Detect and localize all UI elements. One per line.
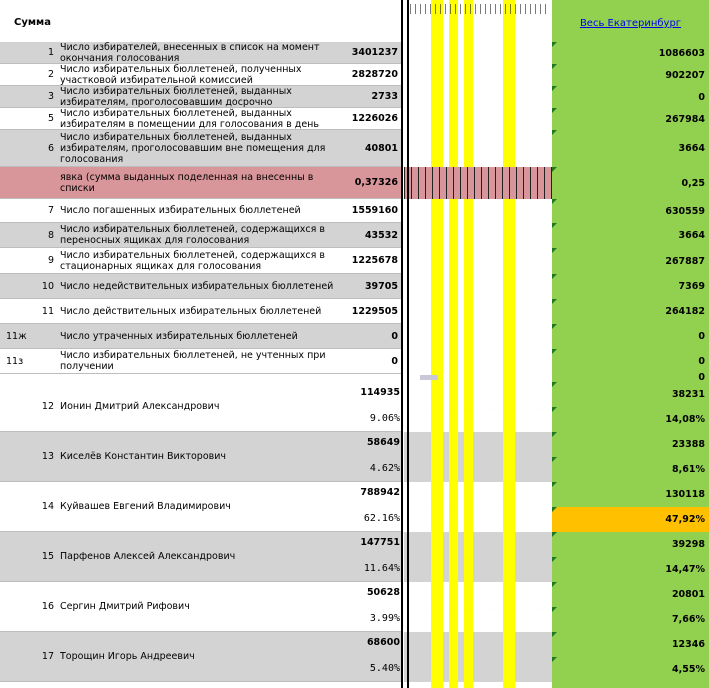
candidate-row <box>0 382 403 432</box>
candidate-percent[interactable]: 62.16% <box>363 513 400 524</box>
cell-comment-marker-icon <box>552 324 557 329</box>
row-number: 10 <box>41 280 54 292</box>
sum-header: Сумма <box>14 17 51 28</box>
city-total-cell[interactable]: 0,25 <box>681 177 705 189</box>
yellow-column-3 <box>464 0 473 688</box>
cell-comment-marker-icon <box>552 457 557 462</box>
row-value[interactable]: 2733 <box>371 91 398 102</box>
table-row <box>0 223 403 248</box>
narrow-cell-values <box>420 508 550 510</box>
cell-comment-marker-icon <box>552 42 557 47</box>
narrow-cell-values <box>420 458 550 460</box>
candidate-votes[interactable]: 147751 <box>360 537 400 548</box>
city-total-percent[interactable]: 14,47% <box>665 564 705 575</box>
city-total-percent[interactable]: 7,66% <box>672 614 705 625</box>
cell-comment-marker-icon <box>552 199 557 204</box>
row-value[interactable]: 1229505 <box>351 305 398 317</box>
row-number: 9 <box>47 255 54 266</box>
cell-comment-marker-icon <box>552 108 557 113</box>
city-total-cell[interactable]: 1086603 <box>658 47 705 59</box>
table-row <box>0 42 403 64</box>
city-total-cell[interactable]: 0 <box>698 331 705 342</box>
row-number: 8 <box>47 229 54 241</box>
table-row <box>0 130 403 167</box>
row-label: Число действительных избирательных бюллетеней <box>60 305 322 317</box>
cell-comment-marker-icon <box>552 223 557 228</box>
row-number: 11з <box>6 355 24 367</box>
candidate-percent[interactable]: 9.06% <box>369 413 400 424</box>
row-value[interactable]: 39705 <box>364 280 398 292</box>
row-label: Число избирателей, внесенных в список на момент окончания голосования <box>60 41 320 64</box>
header-row <box>0 0 403 43</box>
table-row <box>0 299 403 324</box>
narrow-cell-values <box>420 558 550 560</box>
row-value[interactable]: 1225678 <box>351 255 398 266</box>
row-value[interactable]: 1226026 <box>351 113 398 124</box>
row-number: 6 <box>47 142 54 154</box>
cell-comment-marker-icon <box>552 64 557 69</box>
row-value[interactable]: 1559160 <box>351 205 398 216</box>
city-total-votes[interactable]: 39298 <box>671 538 705 550</box>
row-number <box>0 167 58 198</box>
city-total-votes[interactable]: 130118 <box>665 488 705 500</box>
city-total-percent[interactable]: 4,55% <box>672 664 705 675</box>
narrow-columns-area <box>404 0 552 688</box>
row-number: 5 <box>47 113 54 124</box>
cell-comment-marker-icon <box>552 482 557 487</box>
row-number: 3 <box>47 91 54 102</box>
candidate-percent[interactable]: 5.40% <box>369 663 400 674</box>
candidate-number: 15 <box>41 551 54 562</box>
row-number: 11 <box>41 305 54 317</box>
city-total-votes[interactable]: 38231 <box>671 388 705 400</box>
cell-comment-marker-icon <box>552 607 557 612</box>
cell-comment-marker-icon <box>552 582 557 587</box>
row-number: 11ж <box>6 330 27 342</box>
city-total-cell[interactable]: 630559 <box>665 205 705 217</box>
candidate-row <box>0 432 403 482</box>
city-total-percent[interactable]: 47,92% <box>552 507 709 532</box>
row-value[interactable]: 0 <box>391 355 398 367</box>
yellow-column-4 <box>503 0 515 688</box>
narrow-cell-values <box>420 608 550 610</box>
row-value[interactable]: 40801 <box>364 142 398 154</box>
row-value[interactable]: 2828720 <box>351 69 398 80</box>
city-total-column <box>552 0 709 688</box>
table-row <box>0 274 403 299</box>
turnout-row-narrow-cells <box>404 167 552 199</box>
narrow-cell-values <box>420 658 550 660</box>
candidate-votes[interactable]: 788942 <box>360 487 400 498</box>
candidate-percent[interactable]: 3.99% <box>369 613 400 624</box>
narrow-column-headers <box>410 4 550 14</box>
candidate-votes[interactable]: 50628 <box>366 587 400 598</box>
yellow-column-2 <box>449 0 458 688</box>
city-total-cell[interactable]: 0 <box>698 371 705 383</box>
row-label: Число избирательных бюллетеней, не учтенных при получении <box>60 350 326 372</box>
city-total-cell[interactable]: 267887 <box>665 255 705 267</box>
city-total-cell[interactable]: 3664 <box>678 143 705 154</box>
yellow-column-1 <box>431 0 443 688</box>
candidate-name: Куйвашев Евгений Владимирович <box>60 501 231 512</box>
frozen-divider-left <box>401 0 403 688</box>
cell-comment-marker-icon <box>552 432 557 437</box>
candidate-number: 14 <box>41 501 54 512</box>
cell-comment-marker-icon <box>552 507 557 512</box>
row-number: 1 <box>47 47 54 58</box>
cell-comment-marker-icon <box>552 130 557 135</box>
row-value[interactable]: 43532 <box>364 229 398 241</box>
row-label: Число утраченных избирательных бюллетеней <box>60 330 298 342</box>
table-row <box>0 64 403 86</box>
row-number: 2 <box>47 69 54 80</box>
candidate-name: Киселёв Константин Викторович <box>60 451 227 462</box>
city-total-votes[interactable]: 23388 <box>671 438 705 450</box>
candidate-number: 16 <box>41 601 54 612</box>
cell-comment-marker-icon <box>552 632 557 637</box>
row-label: Число недействительных избирательных бюллетеней <box>60 280 334 292</box>
city-total-cell[interactable]: 3664 <box>678 230 705 241</box>
cell-comment-marker-icon <box>552 248 557 253</box>
scroll-marker <box>420 375 438 380</box>
table-row <box>0 86 403 108</box>
row-value[interactable]: 3401237 <box>351 47 398 58</box>
table-row <box>0 349 403 374</box>
cell-comment-marker-icon <box>552 274 557 279</box>
row-label: Число избирательных бюллетеней, содержащихся в переносных ящиках для голосования <box>60 224 325 246</box>
row-label: Число погашенных избирательных бюллетеней <box>60 205 301 216</box>
candidate-votes[interactable]: 58649 <box>366 437 400 448</box>
city-total-percent[interactable]: 14,08% <box>665 414 705 425</box>
candidate-votes[interactable]: 114935 <box>360 387 400 398</box>
candidate-name: Ионин Дмитрий Александрович <box>60 401 220 412</box>
candidate-row <box>0 582 403 632</box>
city-total-votes[interactable]: 12346 <box>671 638 705 650</box>
city-total-link[interactable]: Весь Екатеринбург <box>579 18 682 29</box>
cell-comment-marker-icon <box>552 557 557 562</box>
candidate-percent[interactable]: 4.62% <box>369 463 400 474</box>
frozen-divider-right <box>407 0 409 688</box>
candidate-name: Сергин Дмитрий Рифович <box>60 601 190 612</box>
cell-comment-marker-icon <box>552 349 557 354</box>
cell-comment-marker-icon <box>552 167 557 172</box>
candidate-row <box>0 482 403 532</box>
table-row <box>0 167 403 199</box>
row-number: 7 <box>47 205 54 216</box>
candidate-name: Парфенов Алексей Александрович <box>60 551 236 562</box>
candidate-name: Торощин Игорь Андреевич <box>60 651 195 662</box>
city-total-votes[interactable]: 20801 <box>671 588 705 600</box>
cell-comment-marker-icon <box>552 407 557 412</box>
candidate-row <box>0 632 403 682</box>
city-total-cell[interactable]: 267984 <box>665 113 705 125</box>
table-row <box>0 324 403 349</box>
city-total-cell[interactable]: 7369 <box>678 281 705 292</box>
row-value[interactable]: 0,37326 <box>354 177 398 188</box>
cell-comment-marker-icon <box>552 382 557 387</box>
table-row <box>0 108 403 130</box>
candidate-percent[interactable]: 11.64% <box>363 563 400 574</box>
city-total-percent[interactable]: 8,61% <box>672 464 705 475</box>
row-label: Число избирательных бюллетеней, выданных избирателям в помещении для голосования в день <box>60 107 319 130</box>
city-total-cell[interactable]: 0 <box>698 91 705 103</box>
candidate-number: 17 <box>41 651 54 662</box>
table-row <box>0 248 403 274</box>
candidate-row <box>0 532 403 582</box>
row-label: Число избирательных бюллетеней, выданных избирателям, проголосовавшим досрочно <box>60 85 292 108</box>
candidate-votes[interactable]: 68600 <box>366 637 400 648</box>
city-total-cell[interactable]: 0 <box>698 356 705 367</box>
cell-comment-marker-icon <box>552 86 557 91</box>
candidate-number: 13 <box>41 451 54 462</box>
candidate-number: 12 <box>41 401 54 412</box>
narrow-cell-values <box>420 408 550 410</box>
cell-comment-marker-icon <box>552 532 557 537</box>
table-row <box>0 199 403 223</box>
row-label: Число избирательных бюллетеней, содержащихся в стационарных ящиках для голосования <box>60 249 325 272</box>
row-value[interactable]: 0 <box>391 330 398 342</box>
cell-comment-marker-icon <box>552 657 557 662</box>
cell-comment-marker-icon <box>552 299 557 304</box>
row-label: Число избирательных бюллетеней, выданных избирателям, проголосовавшим вне помещения для голосования <box>60 131 326 165</box>
row-label: явка (сумма выданных поделенная на внесенны в списки <box>60 171 314 194</box>
city-total-cell[interactable]: 902207 <box>665 69 705 81</box>
row-label: Число избирательных бюллетеней, полученных участковой избирательной комиссией <box>60 63 302 86</box>
city-total-cell[interactable]: 264182 <box>665 306 705 317</box>
